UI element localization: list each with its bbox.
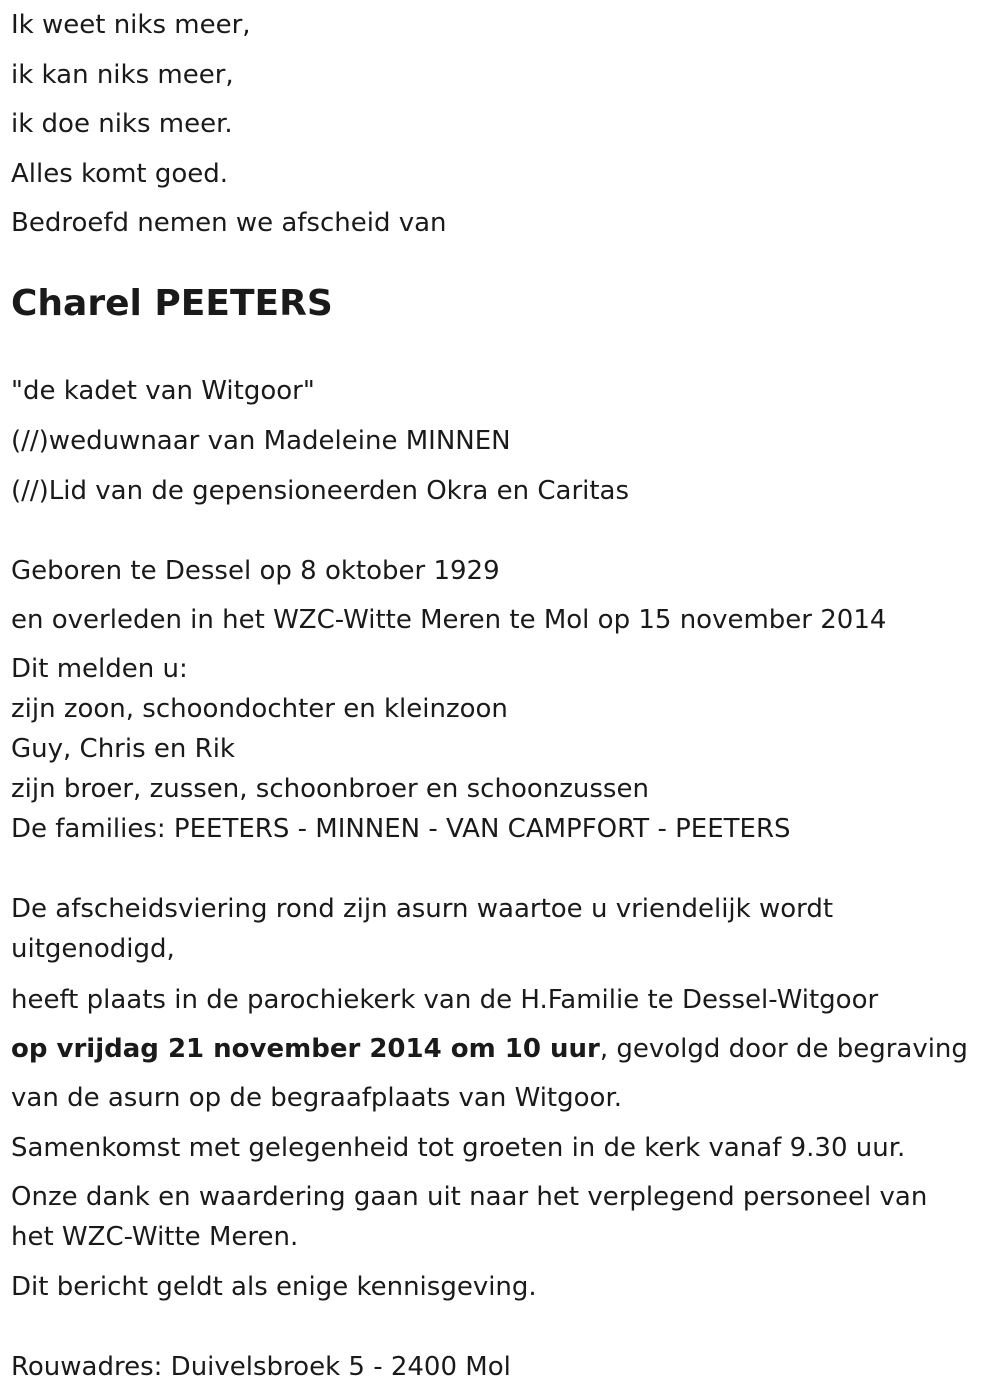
death-line: en overleden in het WZC-Witte Meren te Mol op 15 november 2014 [11, 605, 887, 635]
widower-line: (//)weduwnaar van Madeleine MINNEN [11, 426, 511, 456]
announcers-line-1: zijn zoon, schoondochter en kleinzoon [11, 694, 508, 724]
deceased-name: Charel PEETERS [11, 283, 333, 324]
intro-text: Bedroefd nemen we afscheid van [11, 208, 447, 238]
poem-line-4: Alles komt goed. [11, 159, 229, 189]
announcers-line-3: zijn broer, zussen, schoonbroer en schoonzussen [11, 774, 649, 804]
announcers-intro: Dit melden u: [11, 654, 188, 684]
ceremony-line-4: van de asurn op de begraafplaats van Witgoor. [11, 1083, 623, 1113]
poem-line-3: ik doe niks meer. [11, 109, 233, 139]
thanks-line-2: het WZC-Witte Meren. [11, 1222, 299, 1252]
ceremony-line-1b: uitgenodigd, [11, 934, 175, 964]
gathering-line: Samenkomst met gelegenheid tot groeten in de kerk vanaf 9.30 uur. [11, 1133, 906, 1163]
poem-line-1: Ik weet niks meer, [11, 10, 251, 40]
nickname: "de kadet van Witgoor" [11, 376, 315, 406]
ceremony-line-1: De afscheidsviering rond zijn asurn waartoe u vriendelijk wordt [11, 894, 834, 924]
announcers-line-2: Guy, Chris en Rik [11, 734, 235, 764]
ceremony-date-rest: , gevolgd door de begraving [599, 1034, 968, 1064]
poem-line-2: ik kan niks meer, [11, 60, 234, 90]
member-line: (//)Lid van de gepensioneerden Okra en Caritas [11, 476, 630, 506]
ceremony-date: op vrijdag 21 november 2014 om 10 uur [11, 1034, 600, 1064]
ceremony-line-2: heeft plaats in de parochiekerk van de H.Familie te Dessel-Witgoor [11, 985, 879, 1015]
thanks-line-1: Onze dank en waardering gaan uit naar het verplegend personeel van [11, 1182, 928, 1212]
announcers-line-4: De families: PEETERS - MINNEN - VAN CAMPFORT - PEETERS [11, 814, 791, 844]
address-line: Rouwadres: Duivelsbroek 5 - 2400 Mol [11, 1352, 511, 1382]
notice-line: Dit bericht geldt als enige kennisgeving. [11, 1272, 537, 1302]
ceremony-date-line [11, 1029, 968, 1069]
birth-line: Geboren te Dessel op 8 oktober 1929 [11, 556, 500, 586]
